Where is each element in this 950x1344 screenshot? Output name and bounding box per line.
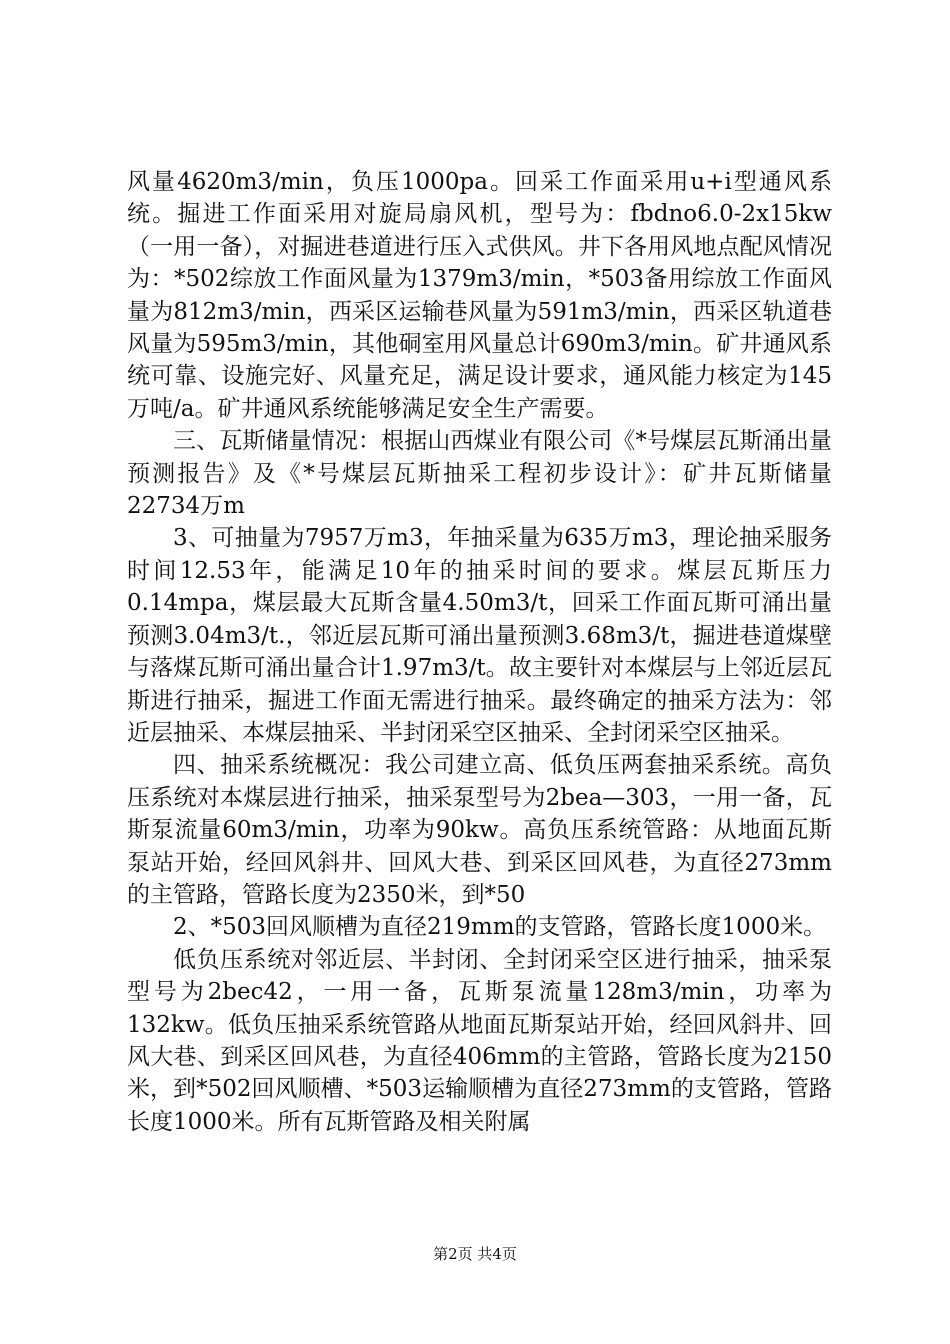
document-body: [127, 166, 832, 1138]
paragraph-low-pressure-system: 低负压系统对邻近层、半封闭、全封闭采空区进行抽采，抽采泵型号为2bec42，一用一备，瓦斯泵流量128m3/min，功率为132kw。低负压抽采系统管路从地面瓦斯泵站开始，经回风斜井、回风大巷、到采区回风巷，为直径406mm的主管路，管路长度为2150米，到*502回风顺槽、*503运输顺槽为直径273mm的支管路，管路长度1000米。所有瓦斯管路及相关附属: [127, 946, 832, 1135]
page-number-footer: 第2页 共4页: [433, 1245, 517, 1263]
paragraph-extraction-system: 四、抽采系统概况：我公司建立高、低负压两套抽采系统。高负压系统对本煤层进行抽采，抽采泵型号为2bea—303，一用一备，瓦斯泵流量60m3/min，功率为90kw。高负压系统管路：从地面瓦斯泵站开始，经回风斜井、回风大巷、到采区回风巷，为直径273mm的主管路，管路长度为2350米，到*50: [127, 752, 832, 908]
paragraph-extraction-capacity: 3、可抽量为7957万m3，年抽采量为635万m3，理论抽采服务时间12.53年，能满足10年的抽采时间的要求。煤层瓦斯压力0.14mpa，煤层最大瓦斯含量4.50m3/t，回采工作面瓦斯可涌出量预测3.04m3/t.，邻近层瓦斯可涌出量预测3.68m3/t，掘进巷道煤壁与落煤瓦斯可涌出量合计1.97m3/t。故主要针对本煤层与上邻近层瓦斯进行抽采，掘进工作面无需进行抽采。最终确定的抽采方法为：邻近层抽采、本煤层抽采、半封闭采空区抽采、全封闭采空区抽采。: [127, 525, 832, 746]
paragraph-gas-reserves: 三、瓦斯储量情况：根据山西煤业有限公司《*号煤层瓦斯涌出量预测报告》及《*号煤层瓦斯抽采工程初步设计》：矿井瓦斯储量22734万m: [127, 428, 832, 520]
paragraph-ventilation: 风量4620m3/min，负压1000pa。回采工作面采用u+i型通风系统。掘进工作面采用对旋局扇风机，型号为：fbdno6.0-2x15kw（一用一备），对掘进巷道进行压入式供风。井下各用风地点配风情况为：*502综放工作面风量为1379m3/min，*503备用综放工作面风量为812m3/min，西采区运输巷风量为591m3/min，西采区轨道巷风量为595m3/min，其他硐室用风量总计690m3/min。矿井通风系统可靠、设施完好、风量充足，满足设计要求，通风能力核定为145万吨/a。矿井通风系统能够满足安全生产需要。: [127, 169, 832, 422]
paragraph-branch-pipeline: 2、*503回风顺槽为直径219mm的支管路，管路长度1000米。: [173, 914, 827, 941]
